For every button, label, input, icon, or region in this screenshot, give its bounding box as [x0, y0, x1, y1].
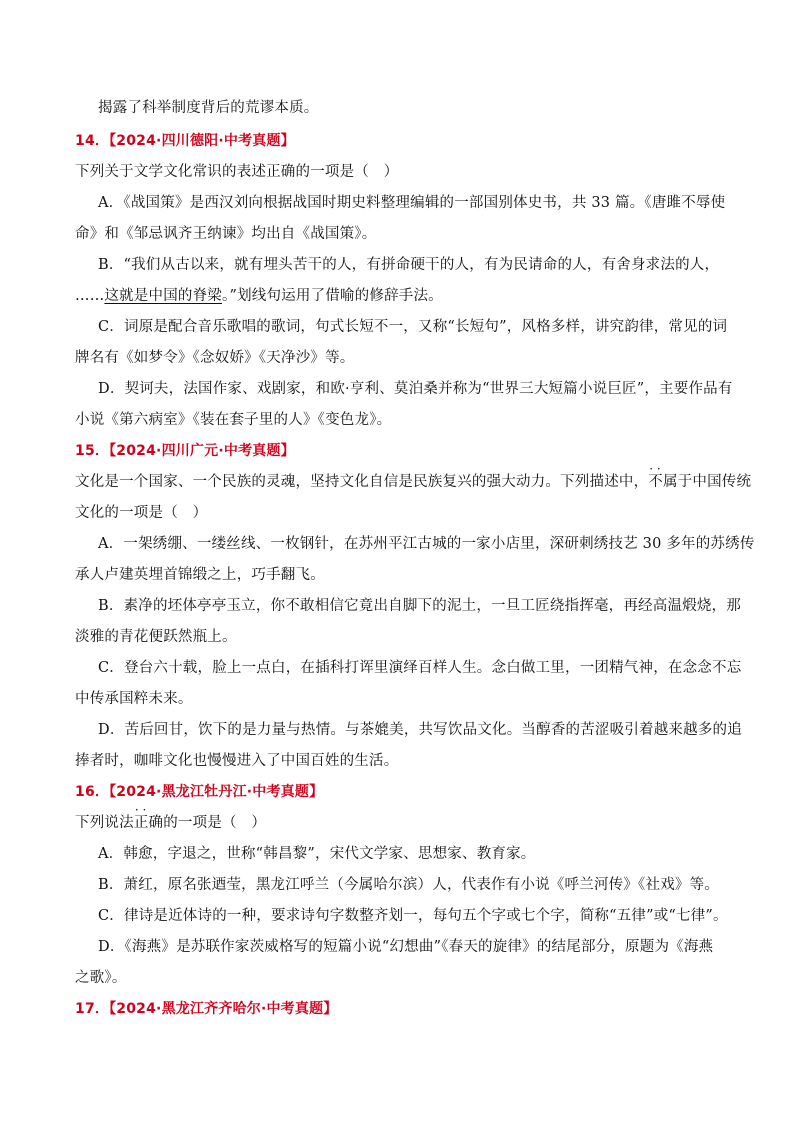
question-15-stem-line1 — [75, 472, 751, 492]
stem-text: 下列说法 — [75, 815, 134, 831]
option-15b-line1: B．素净的坯体亭亭玉立，你不敢相信它竟出自脚下的泥土，一旦工匠绕指挥毫，再经高温煅烧，那 — [98, 598, 741, 614]
option-16d-line2: 之歌》。 — [75, 970, 127, 986]
question-14-heading: 14．【2024·四川德阳·中考真题】 — [75, 133, 295, 149]
option-15c-line2: 中传承国粹未来。 — [75, 691, 193, 707]
option-14a-line2: 命》和《邹忌讽齐王纳谏》均出自《战国策》。 — [75, 226, 377, 242]
option-14b-line2 — [75, 286, 443, 306]
option-14c-line2: 牌名有《如梦令》《念奴娇》《天净沙》等。 — [75, 350, 355, 366]
question-16-stem — [75, 813, 266, 833]
question-17-heading: 17．【2024·黑龙江齐齐哈尔·中考真题】 — [75, 1001, 338, 1017]
option-15a-line2: 承人卢建英埋首锦缎之上，巧手翻飞。 — [75, 567, 325, 583]
question-14-stem: 下列关于文学文化常识的表述正确的一项是（ ） — [75, 164, 399, 180]
option-15c-line1: C．登台六十载，脸上一点白，在插科打诨里演绎百样人生。念白做工里，一团精气神，在念念不忘 — [98, 660, 742, 676]
option-15d-line2: 捧者时，咖啡文化也慢慢进入了中国百姓的生活。 — [75, 753, 399, 769]
option-14b-rest: 。”划线句运用了借喻的修辞手法。 — [222, 288, 443, 304]
ellipsis-text: …… — [75, 288, 105, 304]
stem-text: 文化是一个国家、一个民族的灵魂，坚持文化自信是民族复兴的强大动力。下列描述中， — [75, 474, 649, 490]
stem-text-rest: 于中国传统 — [677, 474, 752, 490]
stem-text-rest: 的一项是（ ） — [163, 815, 267, 831]
underlined-sentence: 这就是中国的脊梁 — [104, 288, 223, 304]
emphasis-dotted-text: · · 不属 — [648, 472, 677, 492]
emphasis-dotted-text: · · 正确 — [134, 813, 163, 833]
option-16b: B．萧红，原名张迺莹，黑龙江呼兰（今属哈尔滨）人，代表作有小说《呼兰河传》《社戏》等。 — [98, 877, 720, 893]
question-16-heading: 16．【2024·黑龙江牡丹江·中考真题】 — [75, 784, 324, 800]
option-16c: C．律诗是近体诗的一种，要求诗句字数整齐划一，每句五个字或七个字，简称“五律”或“七律”。 — [98, 908, 728, 924]
text-line: 揭露了科举制度背后的荒谬本质。 — [98, 100, 319, 116]
option-15d-line1: D．苦后回甘，饮下的是力量与热情。与茶媲美，共写饮品文化。当醇香的苦涩吸引着越来越多的追 — [98, 722, 742, 738]
option-16a: A．韩愈，字退之，世称“韩昌黎”，宋代文学家、思想家、教育家。 — [98, 846, 536, 862]
option-16d-line1: D．《海燕》是苏联作家茨威格写的短篇小说“幻想曲”《春天的旋律》的结尾部分，原题为《海燕 — [98, 939, 714, 955]
option-14a-line1: A．《战国策》是西汉刘向根据战国时期史料整理编辑的一部国别体史书，共 33 篇。《唐雎不辱使 — [98, 195, 726, 211]
option-14b-line1: B．“我们从古以来，就有埋头苦干的人，有拼命硬干的人，有为民请命的人，有舍身求法的人， — [98, 257, 720, 273]
option-14d-line1: D．契诃夫，法国作家、戏剧家，和欧·亨利、莫泊桑并称为“世界三大短篇小说巨匠”，主要作品有 — [98, 381, 733, 397]
option-14d-line2: 小说《第六病室》《装在套子里的人》《变色龙》。 — [75, 412, 392, 428]
option-14c-line1: C．词原是配合音乐歌唱的歌词，句式长短不一，又称“长短句”，风格多样，讲究韵律，常见的词 — [98, 319, 728, 335]
question-15-stem-line2: 文化的一项是（ ） — [75, 505, 208, 521]
option-15b-line2: 淡雅的青花便跃然瓶上。 — [75, 629, 237, 645]
question-15-heading: 15．【2024·四川广元·中考真题】 — [75, 443, 295, 459]
option-15a-line1: A．一架绣绷、一缕丝线、一枚钢针，在苏州平江古城的一家小店里，深研刺绣技艺 30 多年的苏绣传 — [98, 536, 755, 552]
